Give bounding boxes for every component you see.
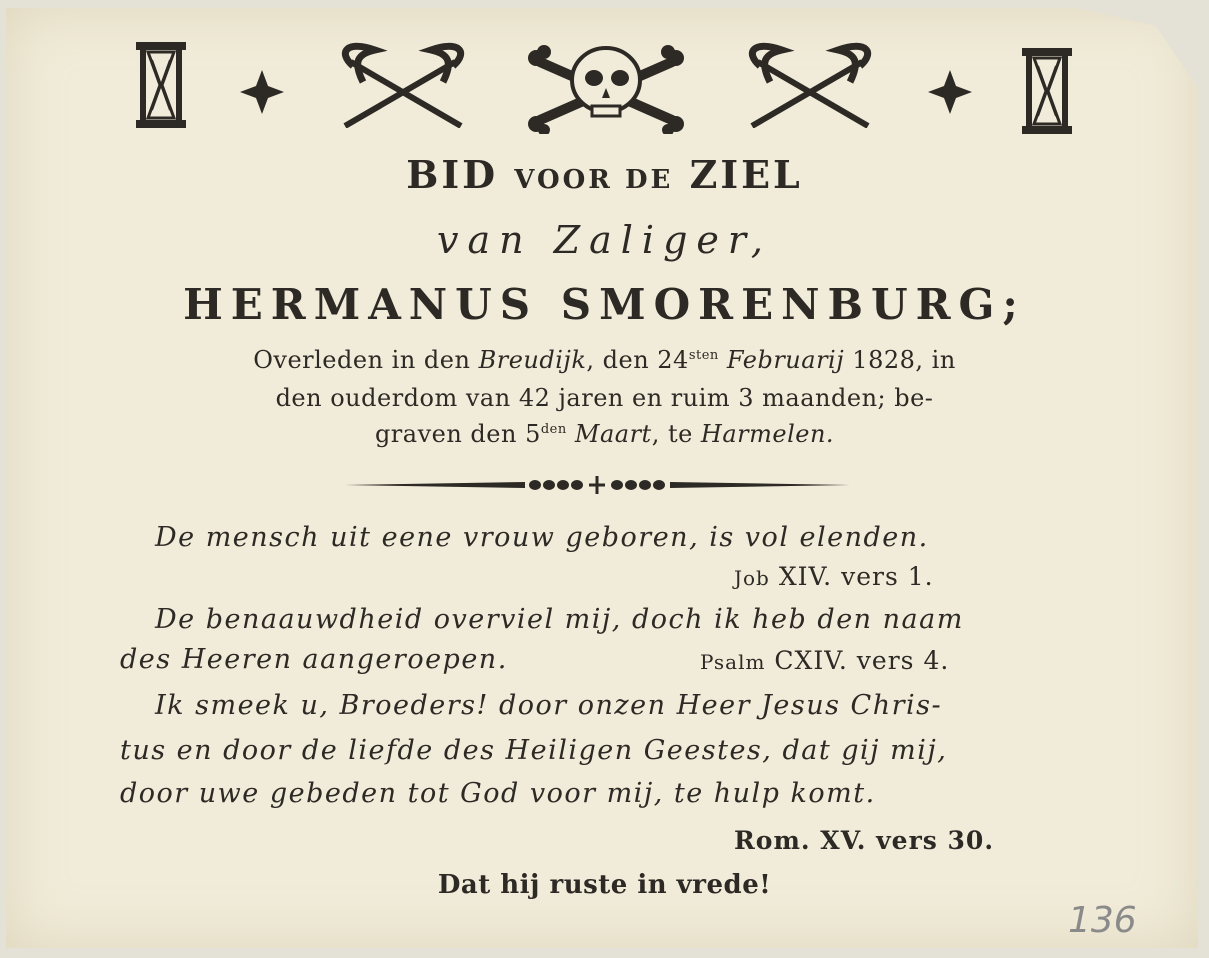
verse-3-line-1: Ik smeek u, Broeders! door onzen Heer Jesus Chris- <box>155 690 943 721</box>
info-text: Overleden in den <box>253 346 479 374</box>
heading-word-voor-de: VOOR DE <box>514 165 674 195</box>
reference-book: Psalm <box>700 650 766 674</box>
info-text: 1828, in <box>844 346 956 374</box>
info-place: Harmelen. <box>700 420 835 448</box>
verse-3-line-3: door uwe gebeden tot God voor mij, te hulp komt. <box>120 778 876 809</box>
info-text: graven den 5 <box>374 420 541 448</box>
crossed-scythes-icon <box>335 42 471 128</box>
heading-pray <box>0 152 1209 197</box>
hourglass-icon <box>134 40 188 130</box>
verse-1: De mensch uit eene vrouw geboren, is vol elenden. <box>155 522 929 553</box>
info-superscript: sten <box>688 348 719 363</box>
info-text: , den 24 <box>586 346 689 374</box>
reference-text: CXIV. vers 4. <box>765 646 950 675</box>
info-month: Maart <box>566 420 652 448</box>
info-place: Breudijk <box>478 346 587 374</box>
verse-1-reference <box>734 562 934 591</box>
reference-book: Job <box>734 566 770 590</box>
crossed-scythes-icon <box>742 42 878 128</box>
verse-2-reference <box>700 646 949 675</box>
info-superscript: den <box>540 422 567 437</box>
closing-line: Dat hij ruste in vrede! <box>437 870 772 900</box>
ornamental-divider <box>345 470 850 500</box>
cross-icon <box>926 68 974 116</box>
death-info-line-3 <box>0 420 1209 448</box>
death-info-line-2: den ouderdom van 42 jaren en ruim 3 maanden; be- <box>275 384 934 412</box>
death-info-line-1 <box>0 346 1209 374</box>
reference-text: XIV. vers 1. <box>769 562 934 591</box>
deceased-name: HERMANUS SMORENBURG; <box>183 280 1026 329</box>
info-text: , te <box>651 420 701 448</box>
heading-word-ziel: ZIEL <box>689 152 803 197</box>
verse-2-line-2: des Heeren aangeroepen. <box>120 644 508 675</box>
pencil-annotation: 136 <box>1068 900 1137 941</box>
verse-3-line-2: tus en door de liefde des Heiligen Geestes, dat gij mij, <box>120 735 948 766</box>
info-month: Februarij <box>718 346 845 374</box>
heading-word-bid: BID <box>406 152 499 197</box>
cross-icon <box>238 68 286 116</box>
hourglass-icon <box>1020 46 1074 136</box>
verse-2-line-1: De benaauwdheid overviel mij, doch ik heb den naam <box>155 604 964 635</box>
heading-van-zaliger: van Zaliger, <box>437 218 772 262</box>
verse-3-reference: Rom. XV. vers 30. <box>734 826 995 855</box>
skull-crossbones-icon <box>522 40 690 134</box>
ornament-row <box>130 38 1080 138</box>
